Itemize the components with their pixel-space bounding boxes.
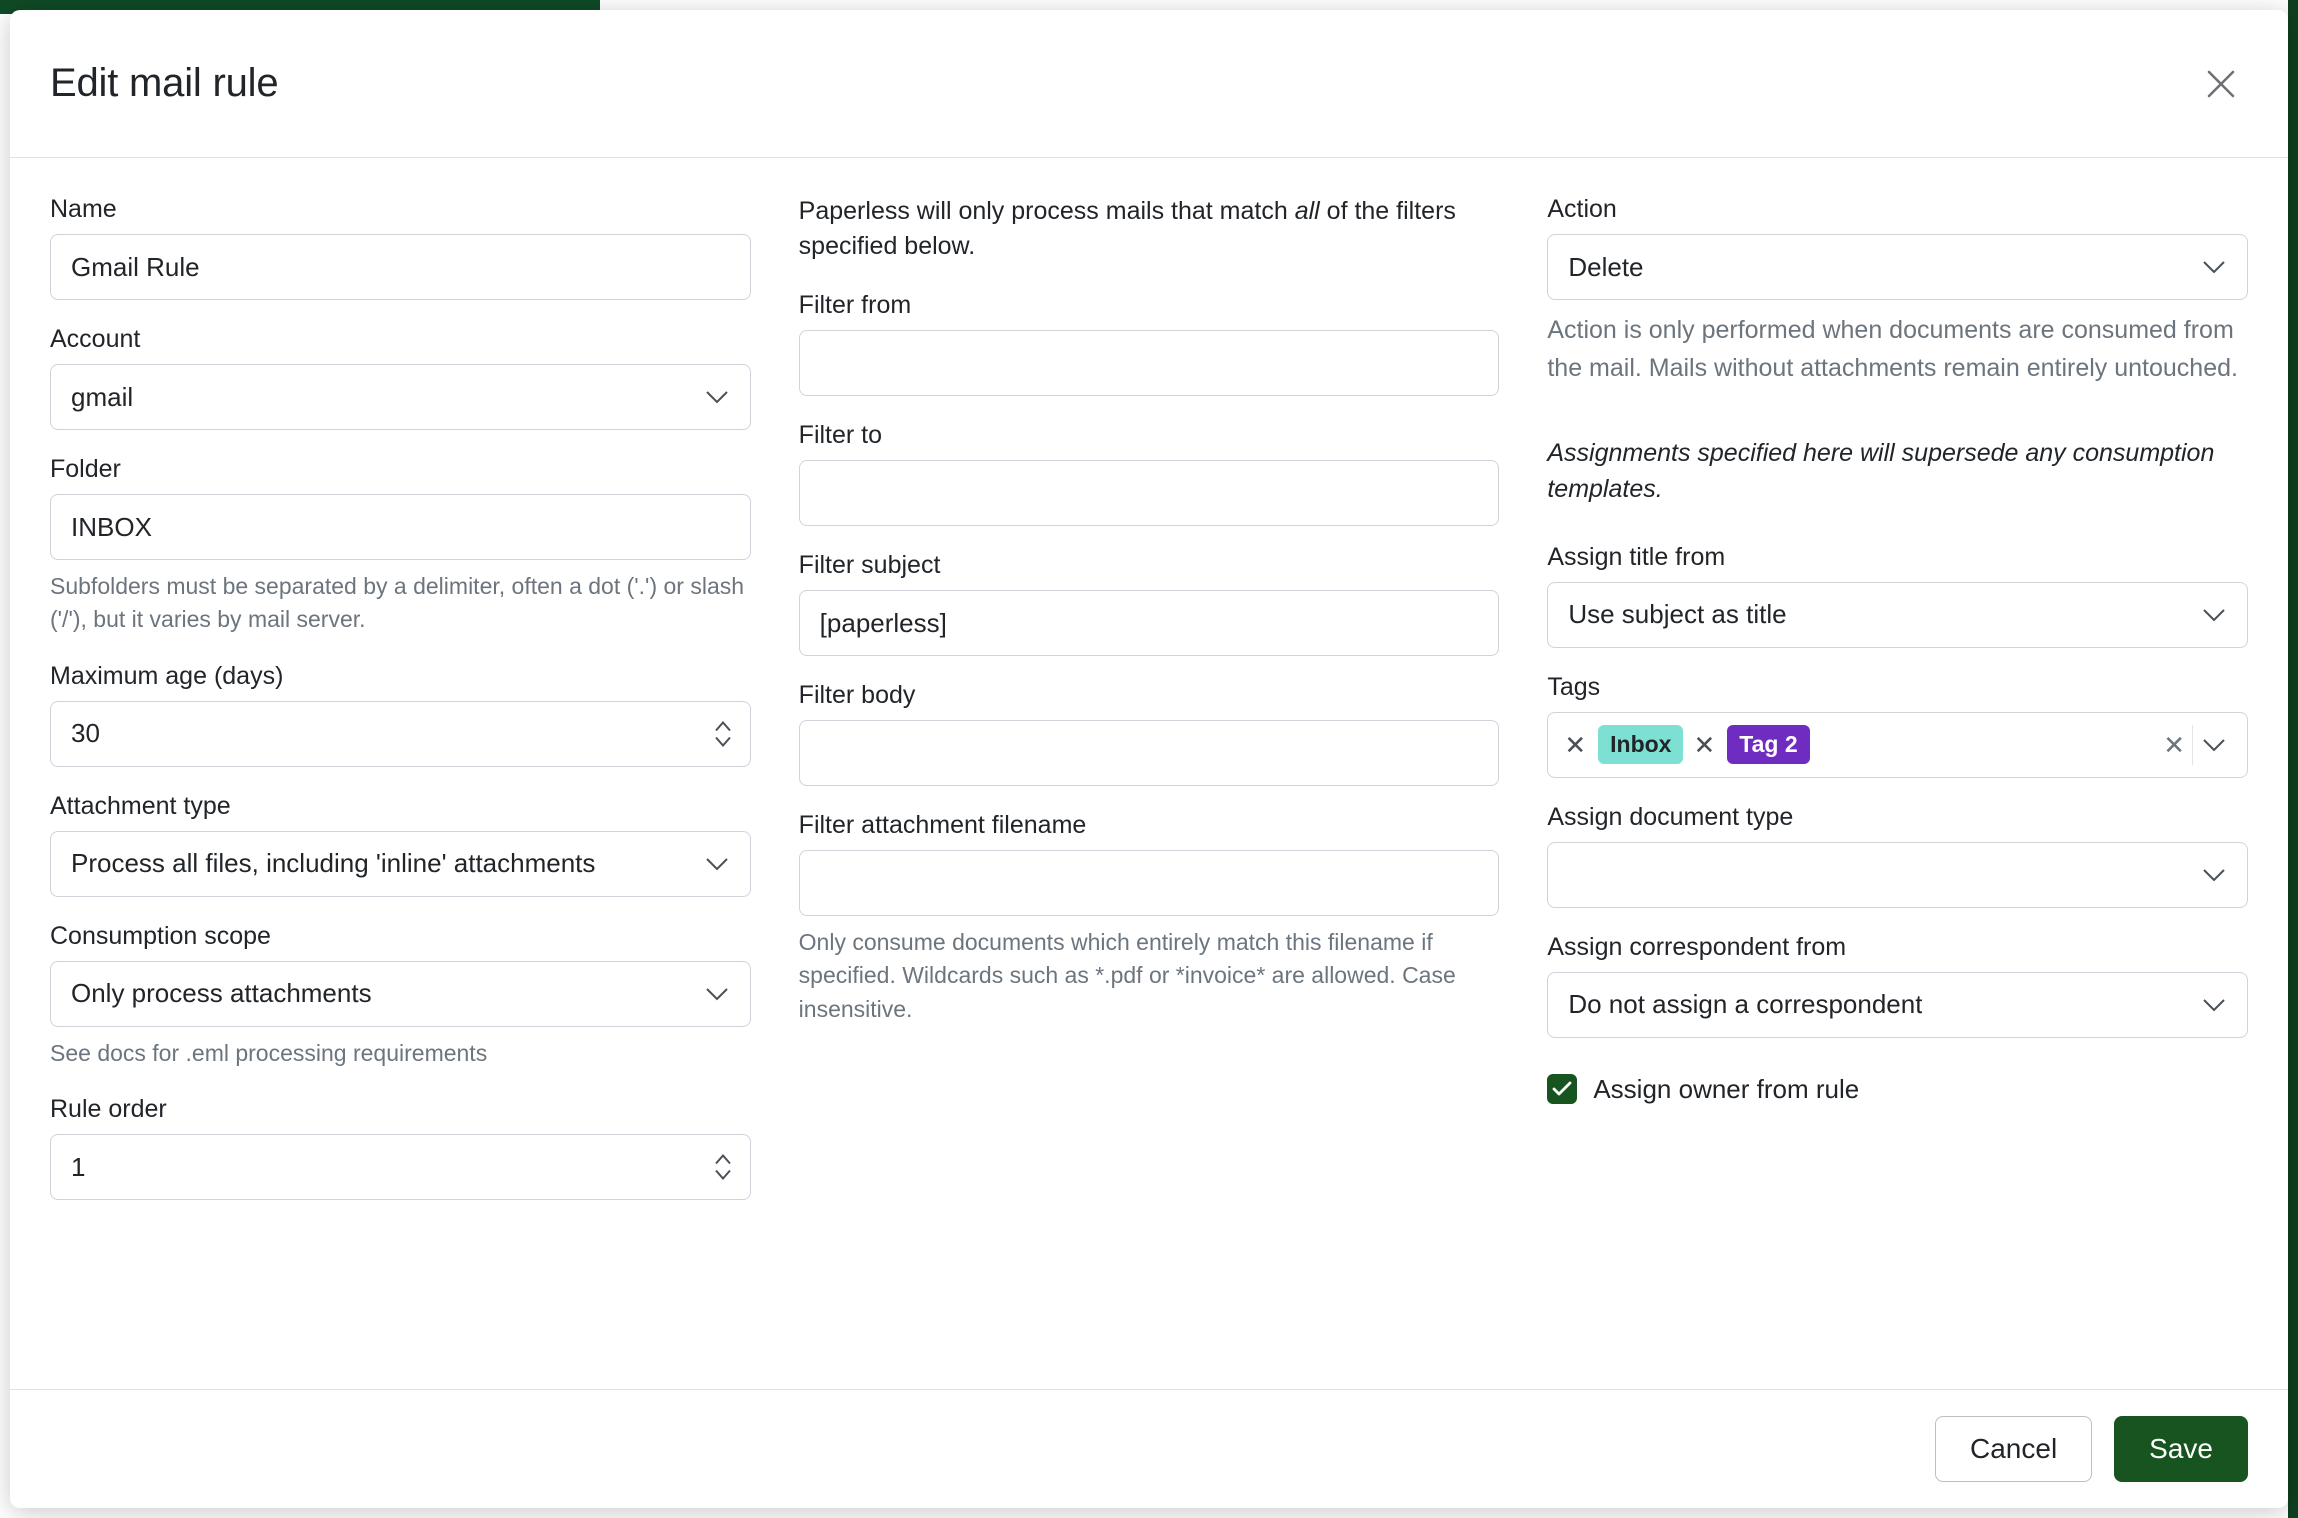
chevron-down-icon[interactable] [2203,738,2225,752]
field-assign-correspondent-from [1547,932,2248,1038]
consumption-scope-helper-text: See docs for .eml processing requirements [50,1039,488,1066]
field-tags [1547,672,2248,778]
field-filter-body [799,680,1500,786]
account-select[interactable] [50,364,751,430]
attachment-type-value: Process all files, including 'inline' attachments [71,848,596,879]
account-label: Account [50,325,141,353]
action-select[interactable] [1547,234,2248,300]
name-input[interactable] [50,234,751,300]
maximum-age-value: 30 [71,718,100,749]
action-helper-text: Action is only performed when documents are consumed from the mail. Mails without attachments remain entirely untouched. [1547,316,2238,382]
field-action [1547,194,2248,387]
maximum-age-stepper[interactable] [50,701,751,767]
action-label: Action [1547,195,1617,223]
assign-correspondent-from-select[interactable] [1547,972,2248,1038]
tag-label: Inbox [1598,725,1683,765]
field-assign-document-type [1547,802,2248,908]
save-button[interactable]: Save [2114,1416,2248,1482]
field-rule-order [50,1094,751,1200]
name-value: Gmail Rule [71,251,200,282]
filters-intro-text [799,194,1500,264]
folder-helper-text: Subfolders must be separated by a delimiter, often a dot ('.') or slash ('/'), but it varies by mail server. [50,573,745,633]
rule-order-stepper[interactable] [50,1134,751,1200]
filter-from-label: Filter from [798,291,912,319]
attachment-type-select[interactable] [50,831,751,897]
remove-tag-icon[interactable]: ✕ [1564,729,1587,760]
filter-attachment-filename-input[interactable] [799,850,1500,916]
edit-mail-rule-dialog [10,10,2288,1508]
chevron-down-icon [2203,868,2225,882]
tags-divider [2192,725,2193,765]
background-strip-right [2288,0,2298,1518]
attachment-type-label: Attachment type [50,791,231,820]
filters-intro-emphasis: all [1294,197,1320,225]
clear-tags-icon[interactable]: ✕ [2163,729,2186,760]
filter-subject-label: Filter subject [798,551,941,579]
chevron-down-icon [2203,608,2225,622]
field-name [50,194,751,300]
stepper-arrows-icon[interactable] [714,1154,732,1181]
assign-title-from-label: Assign title from [1547,542,1726,571]
filter-attachment-filename-helper-text: Only consume documents which entirely match this filename if specified. Wildcards such as *.pdf or *invoice* are allowed. Case insensitive. [798,929,1456,1022]
consumption-scope-value: Only process attachments [71,978,372,1009]
assign-owner-from-rule-label: Assign owner from rule [1593,1073,1860,1104]
filter-body-label: Filter body [798,681,916,709]
filter-to-label: Filter to [798,421,883,449]
tags-label: Tags [1547,672,1601,701]
field-consumption-scope [50,921,751,1070]
field-filter-attachment-filename [799,810,1500,1026]
column-actions [1547,194,2248,1369]
field-account [50,324,751,430]
rule-order-label: Rule order [50,1095,167,1124]
assign-correspondent-from-label: Assign correspondent from [1547,932,1847,961]
field-filter-to [799,420,1500,526]
field-folder [50,454,751,637]
assign-owner-from-rule-checkbox[interactable] [1547,1074,1577,1104]
filters-intro-after: of the filters specified below. [798,197,1456,260]
folder-label: Folder [50,455,121,483]
filter-body-input[interactable] [799,720,1500,786]
check-icon [1552,1081,1572,1097]
folder-input[interactable] [50,494,751,560]
close-icon[interactable] [2194,57,2248,111]
account-value: gmail [71,381,134,412]
assign-correspondent-from-value: Do not assign a correspondent [1568,989,1923,1019]
filter-subject-value: [paperless] [819,607,947,638]
field-assign-title-from [1547,542,2248,648]
tag-chip[interactable] [1562,725,1683,765]
column-general [50,194,751,1369]
filter-attachment-filename-label: Filter attachment filename [798,811,1087,839]
dialog-body [10,158,2288,1389]
chevron-down-icon [706,390,728,404]
maximum-age-label: Maximum age (days) [50,661,284,690]
field-filter-from [799,290,1500,396]
dialog-header [10,10,2288,158]
cancel-button[interactable]: Cancel [1935,1416,2092,1482]
filter-from-input[interactable] [799,330,1500,396]
assign-title-from-select[interactable] [1547,582,2248,648]
field-maximum-age [50,661,751,767]
assignments-note: Assignments specified here will supersede any consumption templates. [1547,439,2215,504]
filter-to-input[interactable] [799,460,1500,526]
page-title: Edit mail rule [50,61,279,105]
column-filters [799,194,1500,1369]
chevron-down-icon [2203,260,2225,274]
consumption-scope-select[interactable] [50,961,751,1027]
action-value: Delete [1568,251,1644,282]
dialog-footer [10,1389,2288,1508]
stepper-arrows-icon[interactable] [714,720,732,747]
field-filter-subject [799,550,1500,656]
chevron-down-icon [706,987,728,1001]
tag-label: Tag 2 [1727,725,1809,765]
assign-title-from-value: Use subject as title [1568,599,1787,629]
assign-document-type-select[interactable] [1547,842,2248,908]
tags-select[interactable] [1547,712,2248,778]
chevron-down-icon [2203,998,2225,1012]
remove-tag-icon[interactable]: ✕ [1693,729,1716,760]
field-attachment-type [50,791,751,897]
chevron-down-icon [706,857,728,871]
assign-document-type-label: Assign document type [1547,802,1794,831]
name-label: Name [50,195,117,223]
tag-chip[interactable] [1691,725,1809,765]
filters-intro-before: Paperless will only process mails that match [798,197,1295,225]
rule-order-value: 1 [71,1151,86,1182]
assign-owner-from-rule-row[interactable] [1547,1074,2248,1105]
folder-value: INBOX [71,511,152,542]
filter-subject-input[interactable] [799,590,1500,656]
consumption-scope-label: Consumption scope [50,921,271,950]
